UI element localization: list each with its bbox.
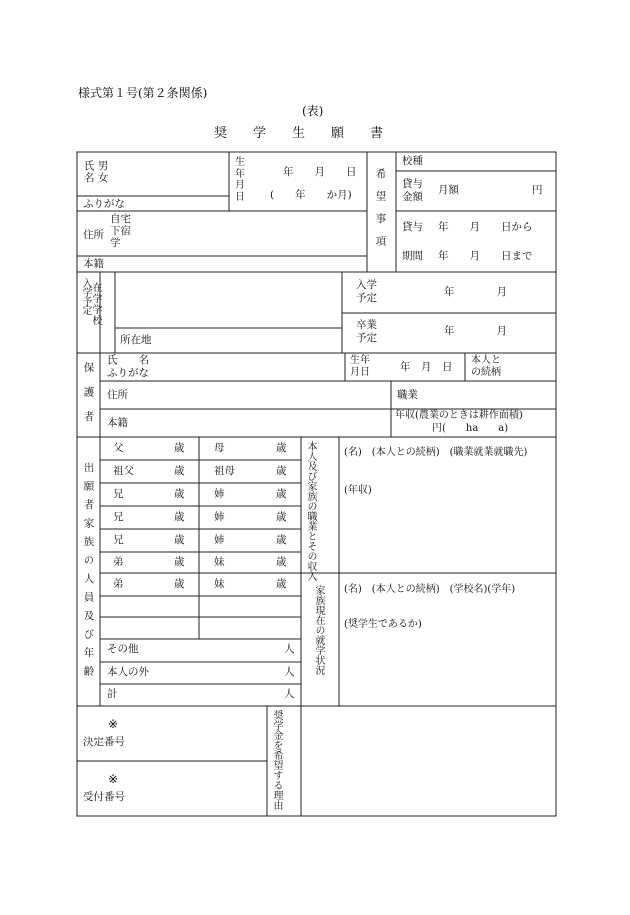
family-school-line2: (奨学生であるか) [344, 619, 422, 630]
family-school-line1: (名) (本人との続柄) (学校名)(学年) [344, 584, 516, 595]
wish-monthly-label: 月額 [438, 184, 459, 196]
school-name-field[interactable] [118, 276, 340, 326]
receipt-mark: ※ [108, 772, 119, 786]
form-number: 様式第１号(第２条関係) [78, 86, 208, 100]
family-row-right-label: 姉 [214, 488, 225, 500]
applicant-birth-label: 生 年 月 日 [235, 157, 245, 203]
applicant-furigana-label: ふりがな [83, 198, 125, 210]
family-row-left-age: 歳 [174, 578, 185, 590]
family-row-left-age: 歳 [174, 442, 185, 454]
family-row-left-age: 歳 [174, 534, 185, 546]
wish-school-type: 校種 [402, 155, 423, 167]
family-row-right-age: 歳 [276, 442, 287, 454]
applicant-birth-value[interactable]: 年 月 日 [283, 166, 357, 178]
family-income-title-box [304, 441, 336, 581]
family-income-line1: (名) (本人との続柄) (職業就業就職先) [344, 447, 528, 458]
reason-title-box [270, 710, 298, 814]
family-row-left-label: 兄 [113, 488, 124, 500]
guardian-income-label: 年収(農業のときは耕作面積) [395, 410, 523, 421]
guardian-birth-value[interactable]: 年 月 日 [400, 361, 453, 373]
family-row-right-age: 歳 [276, 465, 287, 477]
guardian-income-value[interactable]: 円( ha a) [432, 423, 509, 434]
family-row-left-label: 父 [113, 442, 124, 454]
wish-label: 希望事項 [374, 168, 387, 258]
family-row-right-age: 歳 [276, 578, 287, 590]
decision-number-label: 決定番号 [83, 736, 125, 748]
guardian-furigana-label: ふりがな [107, 367, 149, 379]
applicant-address-options: 自宅 下宿 学 [110, 213, 131, 249]
wish-loan-amount-label: 貸与 金額 [402, 178, 423, 204]
wish-loan-label: 貸与 [402, 221, 423, 233]
receipt-number-label: 受付番号 [83, 791, 125, 803]
family-row-left-age: 歳 [174, 511, 185, 523]
family-row-right-age: 歳 [276, 488, 287, 500]
family-row-right-label: 姉 [214, 534, 225, 546]
applicant-name-field[interactable] [135, 156, 225, 194]
wish-period-label: 期間 [402, 250, 423, 262]
guardian-address-label: 住所 [107, 389, 128, 401]
family-row-right-label: 母 [214, 442, 225, 454]
reason-field[interactable] [304, 710, 552, 812]
guardian-domicile-label: 本籍 [107, 417, 128, 429]
family-row-left-label: 兄 [113, 511, 124, 523]
family-row-right-age: 歳 [276, 511, 287, 523]
family-income-title: 本人及び家族の職業とその収入 [305, 441, 316, 581]
applicant-age-value[interactable]: ( 年 か月) [270, 189, 352, 201]
family-row-left-age: 歳 [174, 556, 185, 568]
family-row-left-age: 歳 [174, 488, 185, 500]
family-outside-unit: 人 [284, 666, 295, 678]
applicant-address-field[interactable] [145, 214, 363, 254]
family-total-unit: 人 [284, 688, 295, 700]
family-row-left-label: 兄 [113, 534, 124, 546]
guardian-birth-label: 生年 月日 [350, 355, 370, 378]
family-row-right-age: 歳 [276, 556, 287, 568]
family-income-line2: (年収) [344, 485, 372, 496]
family-total-label: 計 [107, 688, 118, 700]
family-school-title: 家族現在の就学状況 [313, 585, 324, 675]
reason-title: 奨学金を希望する理由 [271, 710, 282, 810]
guardian-label: 保護者 [82, 362, 95, 436]
applicant-address-label: 住所 [83, 229, 104, 241]
family-others-label: その他 [107, 643, 139, 655]
form-title: 奨 学 生 願 書 [214, 126, 384, 141]
school-enroll-label: 入学 予定 [356, 279, 377, 304]
family-row-right-age: 歳 [276, 534, 287, 546]
school-enroll-value[interactable]: 年 月 [444, 286, 507, 298]
school-label-right: 在学学校 [90, 282, 101, 326]
wish-from-date[interactable]: 年 月 日から [438, 221, 533, 233]
guardian-occupation-label: 職業 [397, 389, 418, 401]
applicant-name-label: 氏 男 名 女 [84, 160, 109, 185]
wish-to-date[interactable]: 年 月 日まで [438, 250, 533, 262]
wish-yen-unit: 円 [532, 184, 543, 196]
guardian-relation-label: 本人と の続柄 [471, 355, 501, 378]
family-row-right-label: 姉 [214, 511, 225, 523]
family-row-left-age: 歳 [174, 465, 185, 477]
family-row-right-label: 祖母 [214, 465, 235, 477]
applicant-domicile-label: 本籍 [83, 258, 104, 270]
family-label: 出願者家族の人員及び年齢 [82, 462, 95, 684]
form-side-label: (表) [302, 104, 324, 118]
family-row-left-label: 祖父 [113, 465, 134, 477]
guardian-name-label: 氏 名 [107, 354, 149, 366]
decision-mark: ※ [108, 717, 119, 731]
school-location-label: 所在地 [120, 334, 152, 346]
school-grad-value[interactable]: 年 月 [444, 325, 507, 337]
family-outside-label: 本人の外 [107, 666, 149, 678]
family-others-unit: 人 [284, 643, 295, 655]
school-label-left: 入学予定 [80, 278, 91, 314]
family-row-left-label: 弟 [113, 556, 124, 568]
family-row-right-label: 妹 [214, 578, 225, 590]
family-row-right-label: 妹 [214, 556, 225, 568]
school-grad-label: 卒業 予定 [356, 319, 377, 344]
family-row-left-label: 弟 [113, 578, 124, 590]
